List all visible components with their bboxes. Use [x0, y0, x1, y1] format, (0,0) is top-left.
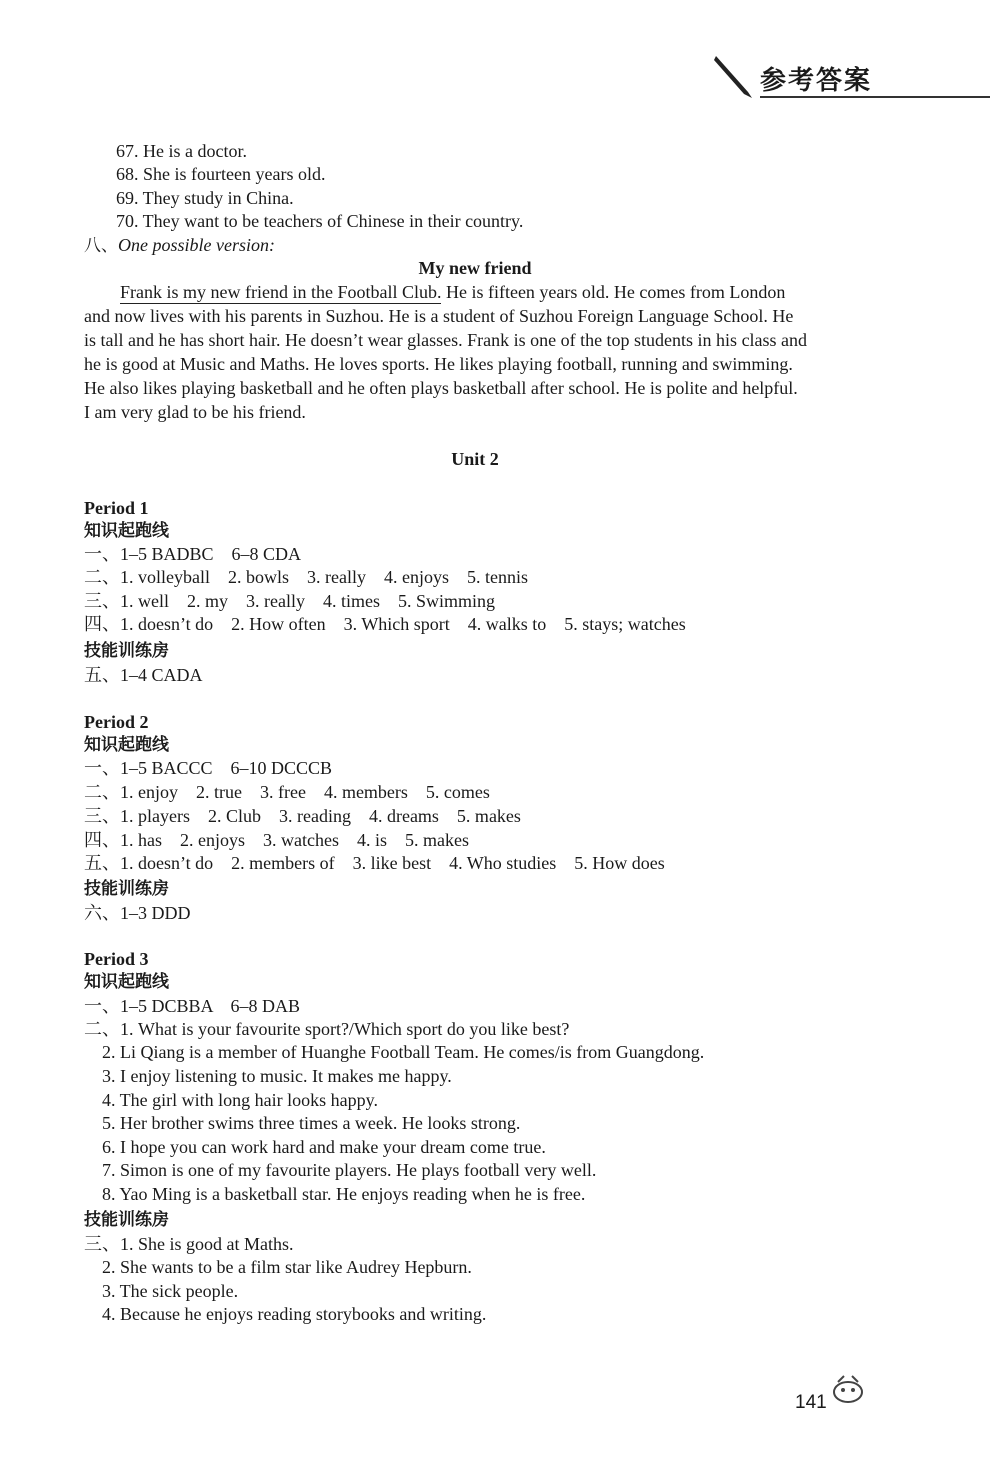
answer-line: 二、1. volleyball 2. bowls 3. really 4. enjoys 5. tennis — [84, 567, 528, 587]
answer-line: 5. Her brother swims three times a week. He looks strong. — [84, 1113, 521, 1133]
essay-line — [120, 281, 785, 303]
essay-intro-text: One possible version: — [118, 235, 275, 255]
essay-title: My new friend — [418, 258, 532, 278]
answer-line: 六、1–3 DDD — [84, 903, 191, 923]
essay-underlined-sentence: Frank is my new friend in the Football Club. — [120, 282, 442, 302]
page-header — [700, 40, 990, 110]
section-heading: 知识起跑线 — [84, 735, 169, 755]
section-heading: 知识起跑线 — [84, 521, 169, 541]
answer-line: 70. They want to be teachers of Chinese in their country. — [116, 211, 524, 231]
period-title: Period 1 — [84, 498, 149, 518]
answer-line: 7. Simon is one of my favourite players. He plays football very well. — [84, 1160, 597, 1180]
answer-line: 2. She wants to be a film star like Audrey Hepburn. — [84, 1257, 472, 1277]
answer-line: 三、1. well 2. my 3. really 4. times 5. Swimming — [84, 591, 495, 611]
essay-prefix: 八、 — [84, 236, 118, 256]
answer-line: 68. She is fourteen years old. — [116, 164, 326, 184]
answer-line: 4. Because he enjoys reading storybooks and writing. — [84, 1304, 487, 1324]
answer-line: 四、1. doesn’t do 2. How often 3. Which sport 4. walks to 5. stays; watches — [84, 614, 686, 634]
section-heading: 技能训练房 — [84, 1210, 169, 1230]
essay-line: and now lives with his parents in Suzhou. He is a student of Suzhou Foreign Language School. He — [84, 306, 794, 326]
answer-line: 67. He is a doctor. — [116, 141, 247, 161]
answer-line: 8. Yao Ming is a basketball star. He enjoys reading when he is free. — [84, 1184, 586, 1204]
essay-line: he is good at Music and Maths. He loves sports. He likes playing football, running and swimming. — [84, 354, 793, 374]
essay-line: I am very glad to be his friend. — [84, 402, 306, 422]
essay-line: is tall and he has short hair. He doesn’t wear glasses. Frank is one of the top students in his class and — [84, 330, 808, 350]
answer-line: 三、1. She is good at Maths. — [84, 1234, 294, 1254]
pen-icon — [712, 52, 756, 105]
answer-line: 6. I hope you can work hard and make your dream come true. — [84, 1137, 546, 1157]
answer-line: 五、1. doesn’t do 2. members of 3. like best 4. Who studies 5. How does — [84, 853, 665, 873]
answer-line: 三、1. players 2. Club 3. reading 4. dreams 5. makes — [84, 806, 521, 826]
essay-line: He also likes playing basketball and he often plays basketball after school. He is polite and helpful. — [84, 378, 798, 398]
answer-line: 一、1–5 DCBBA 6–8 DAB — [84, 996, 301, 1016]
section-heading: 知识起跑线 — [84, 972, 169, 992]
period-title: Period 3 — [84, 949, 149, 969]
answer-line: 4. The girl with long hair looks happy. — [84, 1090, 378, 1110]
header-title: 参考答案 — [760, 66, 873, 96]
essay-intro — [84, 234, 275, 257]
mascot-icon — [828, 1372, 868, 1411]
answer-line: 一、1–5 BACCC 6–10 DCCCB — [84, 758, 333, 778]
header-rule — [760, 96, 990, 98]
answer-line: 3. I enjoy listening to music. It makes me happy. — [84, 1066, 452, 1086]
answer-line: 一、1–5 BADBC 6–8 CDA — [84, 544, 302, 564]
answer-line: 四、1. has 2. enjoys 3. watches 4. is 5. makes — [84, 830, 469, 850]
answer-line: 二、1. What is your favourite sport?/Which sport do you like best? — [84, 1019, 570, 1039]
unit-title: Unit 2 — [451, 449, 499, 469]
answer-line: 69. They study in China. — [116, 188, 294, 208]
answer-line: 二、1. enjoy 2. true 3. free 4. members 5. comes — [84, 782, 490, 802]
answer-line: 3. The sick people. — [84, 1281, 239, 1301]
period-title: Period 2 — [84, 712, 149, 732]
section-heading: 技能训练房 — [84, 879, 169, 899]
answer-line: 五、1–4 CADA — [84, 665, 203, 685]
page-number: 141 — [795, 1392, 827, 1413]
essay-line-text: He is fifteen years old. He comes from London — [441, 282, 786, 302]
answer-line: 2. Li Qiang is a member of Huanghe Football Team. He comes/is from Guangdong. — [84, 1042, 705, 1062]
section-heading: 技能训练房 — [84, 641, 169, 661]
